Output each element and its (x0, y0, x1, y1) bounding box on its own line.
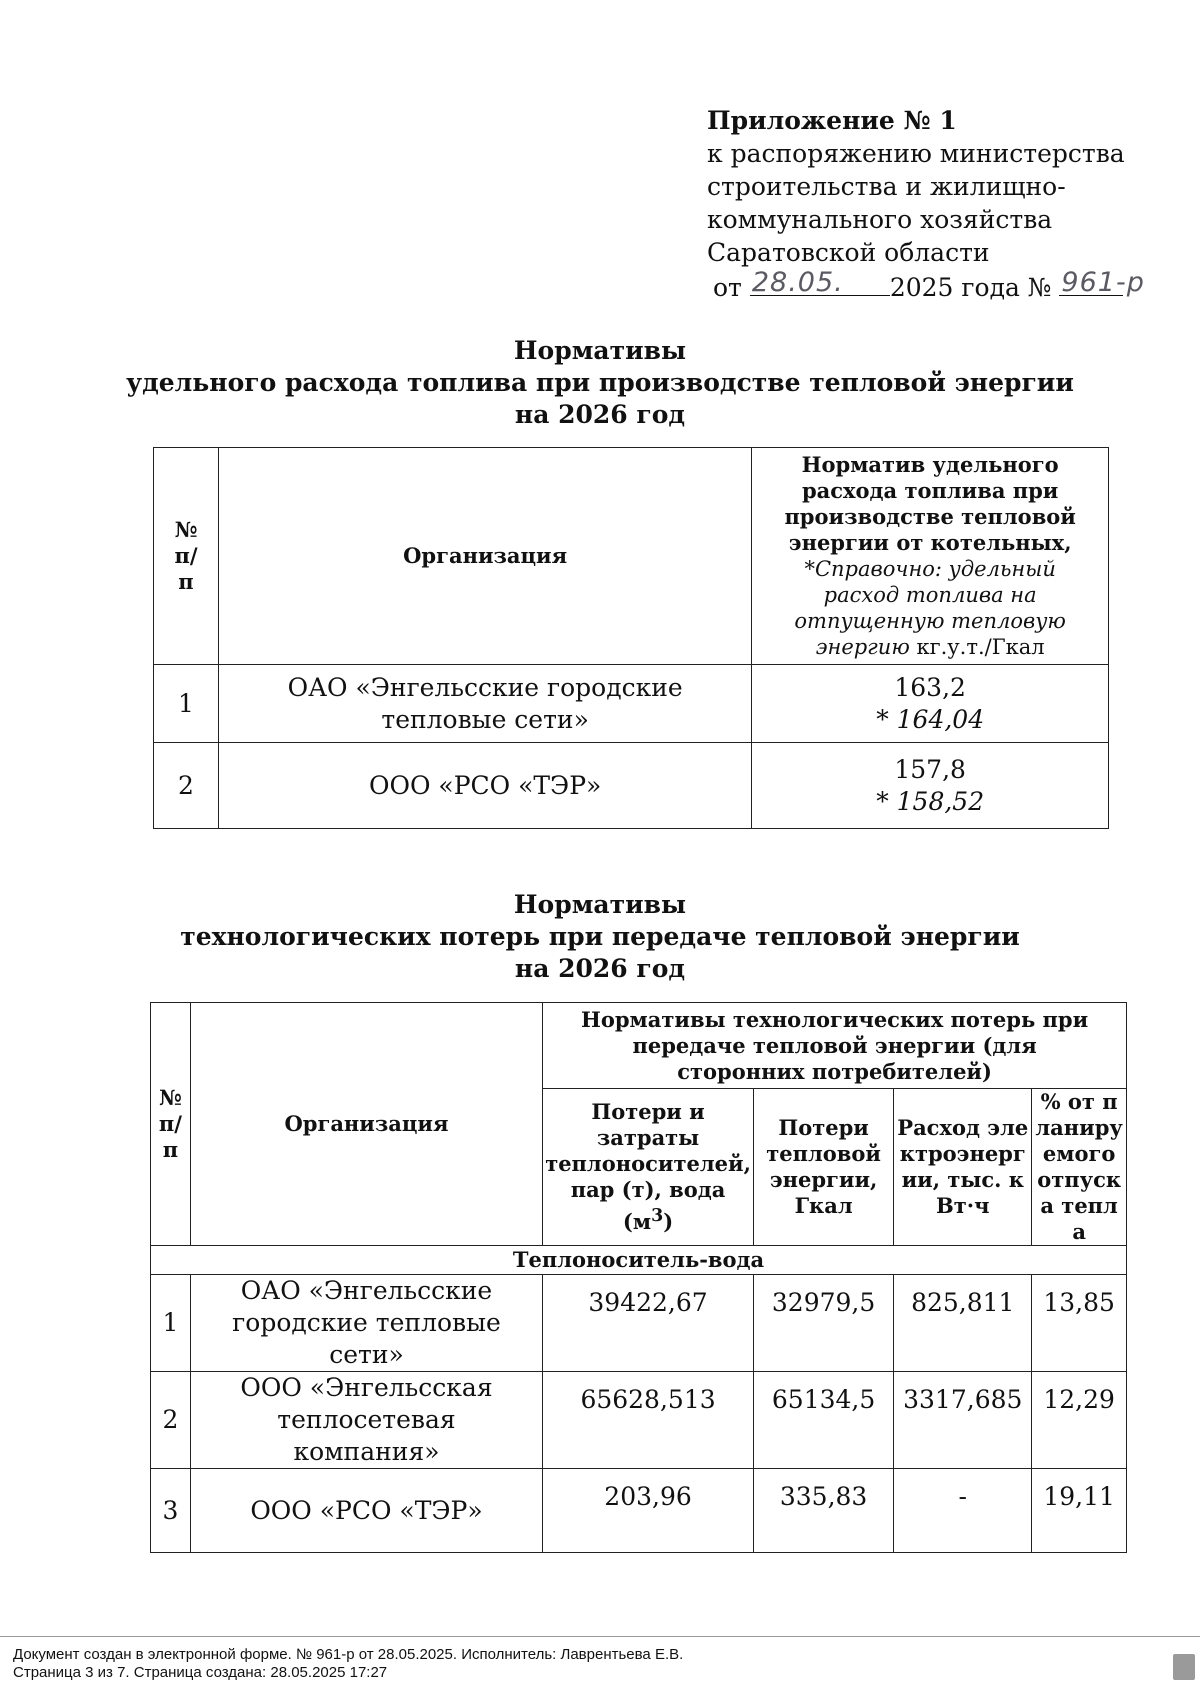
table-row (151, 1275, 1127, 1372)
appendix-line: коммунального хозяйства (707, 205, 1053, 234)
footer-line-1: Документ создан в электронной форме. № 961-р от 28.05.2025. Исполнитель: Лаврентьева Е.В. (13, 1646, 684, 1663)
handwritten-date: 28.05. (751, 267, 844, 298)
table-header-row (154, 448, 1109, 665)
row-heat: 335,83 (753, 1469, 893, 1553)
header-col-electricity: Расход электроэнергии, тыс. кВт·ч (894, 1089, 1032, 1246)
row-org: ОАО «Энгельсские городские тепловые сети» (218, 665, 751, 743)
document-footer (13, 1646, 683, 1682)
row-value: 157,8 (894, 754, 966, 784)
table-row (154, 665, 1109, 743)
row-electricity: 825,811 (894, 1275, 1032, 1372)
date-blank (750, 269, 890, 296)
row-num: 2 (151, 1372, 191, 1469)
header-num: № п/п (151, 1003, 191, 1246)
row-heat: 32979,5 (753, 1275, 893, 1372)
row-value-cell (752, 665, 1109, 743)
row-org: ООО «РСО «ТЭР» (190, 1469, 542, 1553)
table1-title-line: на 2026 год (514, 400, 686, 429)
header-norm-main: Норматив удельного расхода топлива при производстве тепловой энергии от котельных, (784, 452, 1076, 555)
header-org: Организация (190, 1003, 542, 1246)
header-group: Нормативы технологических потерь при передаче тепловой энергии (для сторонних потребителей) (543, 1003, 1127, 1089)
header-col-coolant-text: Потери и затраты теплоносителей, пар (т), вода (м (545, 1099, 751, 1234)
header-norm-unit: кг.у.т./Гкал (916, 635, 1045, 659)
number-blank (1059, 267, 1145, 298)
appendix-line: Саратовской области (707, 238, 990, 267)
table1-title-line: удельного расхода топлива при производстве тепловой энергии (126, 368, 1074, 397)
row-coolant: 39422,67 (543, 1275, 754, 1372)
section-coolant-water: Теплоноситель-вода (151, 1246, 1127, 1275)
header-col-coolant-sup: 3 (651, 1206, 664, 1226)
table-section-row (151, 1246, 1127, 1275)
row-percent: 19,11 (1032, 1469, 1127, 1553)
row-ref-value: * 164,04 (876, 704, 985, 734)
header-org: Организация (218, 448, 751, 665)
row-percent: 12,29 (1032, 1372, 1127, 1469)
header-norm-note-wrap (768, 556, 1092, 660)
table1-title-line: Нормативы (513, 336, 687, 365)
table2-title-line: технологических потерь при передаче тепловой энергии (180, 922, 1020, 951)
table2-title-line: на 2026 год (514, 954, 686, 983)
header-col-heat: Потери тепловой энергии, Гкал (753, 1089, 893, 1246)
appendix-date-line (713, 269, 1147, 304)
table-row (151, 1372, 1127, 1469)
row-num: 2 (154, 743, 219, 829)
row-num: 3 (151, 1469, 191, 1553)
table1-title (0, 335, 1200, 431)
row-org: ООО «РСО «ТЭР» (218, 743, 751, 829)
row-heat: 65134,5 (753, 1372, 893, 1469)
row-percent: 13,85 (1032, 1275, 1127, 1372)
row-electricity: - (894, 1469, 1032, 1553)
header-col-coolant-end: ) (663, 1209, 674, 1234)
footer-divider (0, 1636, 1200, 1637)
row-coolant: 203,96 (543, 1469, 754, 1553)
row-org: ОАО «Энгельсские городские тепловые сети» (190, 1275, 542, 1372)
row-electricity: 3317,685 (894, 1372, 1032, 1469)
header-num: № п/п (154, 448, 219, 665)
date-middle: 2025 года № (889, 273, 1052, 302)
appendix-line: строительства и жилищно- (707, 172, 1066, 201)
row-ref-value: * 158,52 (876, 786, 985, 816)
table2-title (0, 889, 1200, 985)
fuel-norms-table (153, 447, 1109, 829)
appendix-title: Приложение № 1 (707, 106, 957, 135)
row-num: 1 (154, 665, 219, 743)
table-row (151, 1469, 1127, 1553)
header-norm-note: *Справочно: удельный расход топлива на отпущенную тепловую энергию (794, 557, 1066, 659)
header-col-percent: % от планируемого отпуска тепла (1032, 1089, 1127, 1246)
row-coolant: 65628,513 (543, 1372, 754, 1469)
heat-losses-table (150, 1002, 1127, 1553)
table-row (154, 743, 1109, 829)
row-value-cell (752, 743, 1109, 829)
handwritten-number: 961-р (1061, 267, 1145, 298)
table2-title-line: Нормативы (513, 890, 687, 919)
row-value: 163,2 (894, 672, 966, 702)
table-header-row (151, 1003, 1127, 1089)
footer-line-2: Страница 3 из 7. Страница создана: 28.05.2025 17:27 (13, 1664, 388, 1681)
date-prefix: от (713, 273, 742, 302)
footer-stamp-icon (1173, 1654, 1195, 1680)
row-num: 1 (151, 1275, 191, 1372)
row-org: ООО «Энгельсская теплосетевая компания» (190, 1372, 542, 1469)
header-norm (752, 448, 1109, 665)
header-col-coolant (543, 1089, 754, 1246)
appendix-line: к распоряжению министерства (707, 139, 1125, 168)
appendix-header (707, 104, 1147, 304)
